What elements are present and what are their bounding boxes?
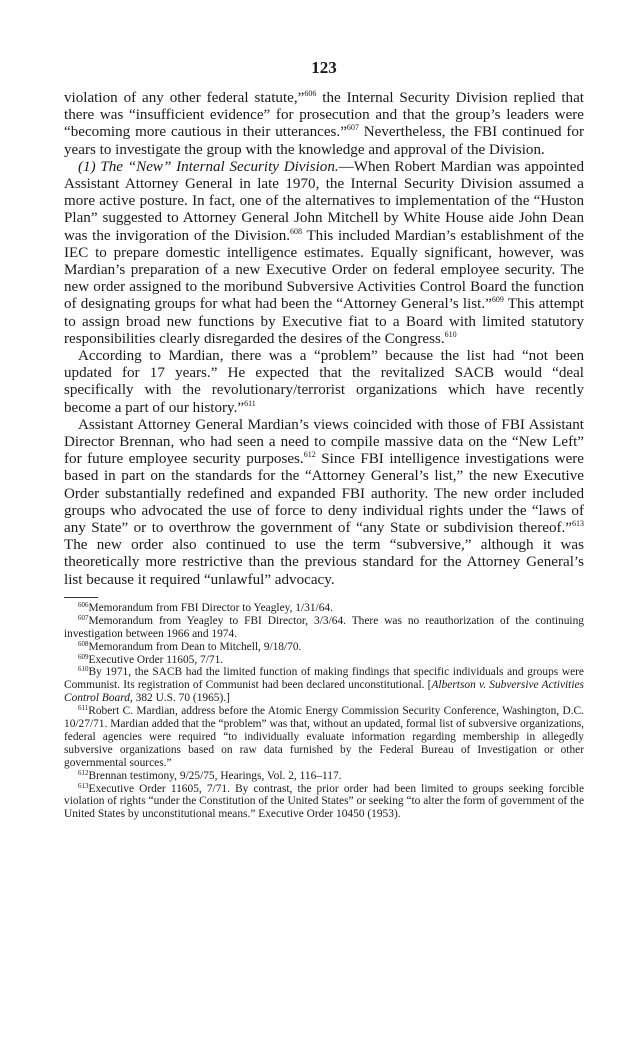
paragraph-2: (1) The “New” Internal Security Division.—When Robert Mardian was appointed Assistant Attorney General in late 1970, the Internal Security Division assumed a more active posture. In fact, one of the alternatives to implementation of the “Huston Plan” suggested to Attorney General John Mitchell by White House aide John Dean was the invigoration of the Division.$^{608}$ This included Mardian’s establishment of the IEC to prepare domestic intelligence estimates. Equally significant, however, was Mardian’s preparation of a new Executive Order on federal employee security. The new order assigned to the moribund Subversive Activities Control Board the function of designating groups for what had been the “Attorney General’s list.”$^{609}$ This attempt to assign broad new functions by Executive fiat to a Board with limited statutory responsibilities clearly disregarded the desires of the Congress.$^{610}$ xyxy=(64,158,585,347)
footnote-606: $^{606}$Memorandum from FBI Director to Yeagley, 1/31/64. xyxy=(78,600,333,614)
footnote-ref[interactable]: 612 xyxy=(303,450,316,460)
footnote-ref[interactable]: 610 xyxy=(444,329,457,339)
case-citation: Albertson v. Subversive Activities Control Board, xyxy=(64,679,584,705)
section-heading: (1) The “New” Internal Security Division. xyxy=(78,158,339,175)
footnote-608: $^{608}$Memorandum from Dean to Mitchell, 9/18/70. xyxy=(78,639,302,653)
footnote-ref[interactable]: 607 xyxy=(346,123,359,133)
footnotes xyxy=(64,602,584,821)
footnote-divider xyxy=(64,597,98,598)
page-number: 123 xyxy=(311,58,337,77)
paragraph-1: violation of any other federal statute,”$^{606}$ the Internal Security Division replied that there was “insufficient evidence” for prosecution and that the group’s leaders were “becoming more cautious in their utterances.”$^{607}$ Nevertheless, the FBI continued for years to investigate the group with the knowledge and approval of the Division. xyxy=(64,89,584,158)
footnote-ref[interactable]: 613 xyxy=(572,519,584,529)
paragraph-4: Assistant Attorney General Mardian’s views coincided with those of FBI Assistant Director Brennan, who had seen a need to compile massive data on the “New Left” for future employee security purposes.$^{612}$ Since FBI intelligence investigations were based in part on the standards for the “Attorney General’s list,” the new Executive Order substantially redefined and expanded FBI authority. The new order included groups who advocated the use of force to deny individual rights under the “laws of any State” or to overthrow the government of “any State or subdivision thereof.”$^{613}$ The new order also continued to use the term “subversive,” although it was theoretically more restrictive than the previous standard for the Attorney General’s list because it required “unlawful” advocacy. xyxy=(64,416,585,588)
footnote-ref[interactable]: 608 xyxy=(290,226,303,236)
paragraph-3: According to Mardian, there was a “problem” because the list had “not been updated for 17 years.” He expected that the revitalized SACB would “deal specifically with the revolutionary/terrorist organizations which have recently become a part of our history.”$^{611}$ xyxy=(64,348,584,416)
footnote-ref[interactable]: 606 xyxy=(304,89,317,98)
document-page xyxy=(64,58,584,821)
footnote-610: $^{610}$By 1971, the SACB had the limited function of making findings that specific individuals and groups were Communist. Its registration of Communist had been declared unconstitutional. [Albertson v. Subversive Activities Control Board, 382 U.S. 70 (1965).] xyxy=(64,665,584,705)
footnote-ref[interactable]: 609 xyxy=(491,295,504,305)
footnote-612: $^{612}$Brennan testimony, 9/25/75, Hearings, Vol. 2, 116–117. xyxy=(78,768,342,782)
footnote-607: $^{607}$Memorandum from Yeagley to FBI Director, 3/3/64. There was no reauthorization of the continuing investigation between 1966 and 1974. xyxy=(64,613,584,640)
footnote-613: $^{613}$Executive Order 11605, 7/71. By contrast, the prior order had been limited to groups seeking forcible violation of rights “under the Constitution of the United States” or seeking “to alter the form of government of the United States by unconstitutional means.” Executive Order 10450 (1953). xyxy=(64,781,584,821)
footnote-611: $^{611}$Robert C. Mardian, address before the Atomic Energy Commission Security Conference, Washington, D.C. 10/27/71. Mardian added that the “problem” was that, without an updated, formal list of subversive organizations, federal agencies were required “to individually evaluate information regarding membership in allegedly subversive organizations based on raw data furnished by the Federal Bureau of Investigation or other governmental sources.” xyxy=(64,704,584,769)
body-text xyxy=(64,90,584,589)
footnote-ref[interactable]: 611 xyxy=(244,398,256,408)
footnote-609: $^{609}$Executive Order 11605, 7/71. xyxy=(78,652,224,666)
